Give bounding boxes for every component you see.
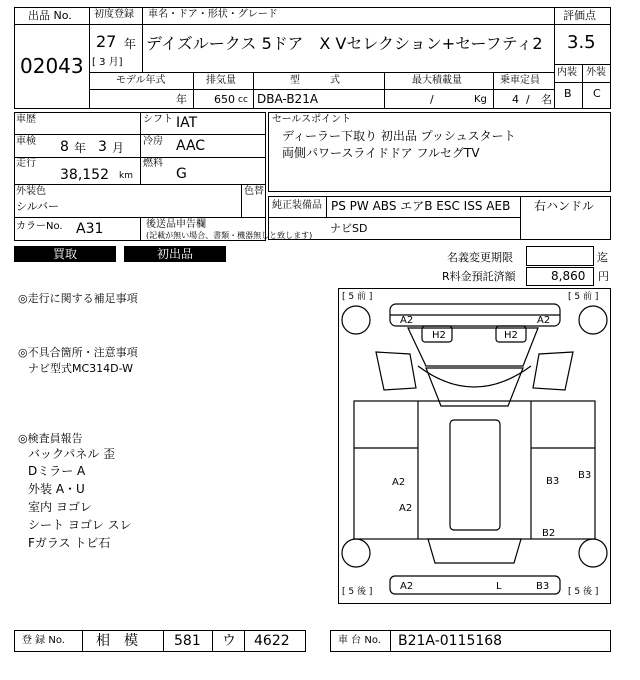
capacity: 4 [512, 93, 519, 106]
damage-h2-left: H2 [432, 330, 446, 341]
front-right-bracket: [ 5 前 ] [568, 292, 599, 302]
damage-a2-left-side: A2 [392, 477, 406, 488]
inspector-line-2: Dミラー A [28, 464, 86, 478]
inspector-line-6: Fガラス トビ石 [28, 536, 111, 550]
model-type-label: 型 式 [290, 75, 340, 86]
color: シルバー [16, 200, 59, 213]
fuel: G [176, 166, 187, 182]
damage-a2-front-left: A2 [400, 315, 414, 326]
chassis-label: 車 台 No. [338, 635, 381, 646]
mileage-label: 走行 [16, 158, 36, 169]
model-year-unit: 年 [176, 93, 187, 106]
fuel-label: 燃料 [143, 158, 163, 169]
equipment-extra: ナビSD [330, 222, 368, 235]
first-listing-badge: 初出品 [124, 246, 226, 262]
rear-left-bracket: [ 5 後 ] [342, 587, 373, 597]
inspector-line-5: シート ヨゴレ スレ [28, 518, 132, 532]
registration-number: 4622 [254, 633, 290, 649]
shaken-label: 車検 [16, 136, 36, 147]
inspector-line-4: 室内 ヨゴレ [28, 500, 92, 514]
car-name-label: 車名・ドア・形状・グレード [148, 9, 278, 20]
sales-point-line-1: ディーラー下取り 初出品 プッシュスタート [282, 129, 516, 143]
damage-b2-right: B2 [542, 528, 556, 539]
capacity-unit: 名 [541, 93, 552, 106]
displacement: 650 [214, 93, 235, 106]
model-type: DBA-B21A [257, 92, 319, 106]
buy-badge: 買取 [14, 246, 116, 262]
docs-note: (記載が無い場合、書類・機器無しと致します) [146, 231, 313, 240]
recolor-label: 色替 [244, 186, 264, 197]
max-load-label: 最大積載量 [412, 75, 462, 86]
name-change-box [526, 246, 594, 266]
registration-kana: ウ [222, 633, 236, 649]
interior-grade: B [564, 87, 572, 100]
interior-grade-label: 内装 [557, 67, 577, 78]
color-no: A31 [76, 221, 104, 237]
recycle-fee-label: R料金預託済額 [442, 270, 516, 283]
damage-b3-right-edge: B3 [578, 470, 592, 481]
first-registration-year-unit: 年 [124, 37, 137, 51]
exterior-grade: C [593, 87, 601, 100]
inspector-line-1: バックパネル 歪 [28, 447, 116, 461]
first-registration-year: 27 [96, 32, 117, 51]
shaken-month-unit: 月 [112, 141, 125, 155]
score-label: 評価点 [563, 9, 596, 22]
registration-class: 581 [174, 633, 201, 649]
car-name: デイズルークス 5ドア X Vセレクション+セーフティ2 [146, 34, 543, 53]
recycle-fee-unit: 円 [598, 270, 609, 283]
inspector-report-title: ◎検査員報告 [18, 432, 83, 445]
damage-a2-front-right: A2 [537, 315, 551, 326]
damage-b3-rear: B3 [536, 581, 550, 592]
car-damage-diagram [338, 288, 611, 604]
registration-label: 登 録 No. [22, 635, 65, 646]
sales-point-line-2: 両側パワースライドドア フルセグTV [282, 146, 480, 160]
lot-number: 02043 [20, 54, 84, 78]
sales-points-title: セールスポイント [272, 114, 352, 125]
exterior-grade-label: 外装 [586, 67, 606, 78]
model-year-label: モデル年式 [116, 75, 166, 86]
steering-side: 右ハンドル [534, 199, 595, 213]
max-load: / [430, 93, 434, 106]
registration-region: 相 模 [96, 633, 138, 649]
name-change-unit: 迄 [597, 251, 608, 264]
first-registration-month: [ 3 月] [92, 57, 123, 68]
aircon: AAC [176, 138, 206, 154]
docs-title: 後送品申告欄 [146, 219, 206, 230]
history-label: 車歴 [16, 114, 36, 125]
damage-h2-right: H2 [504, 330, 518, 341]
shaken-year: 8 [60, 139, 69, 155]
damage-l-rear: L [496, 581, 502, 592]
aircon-label: 冷房 [143, 136, 163, 147]
color-label: 外装色 [16, 186, 46, 197]
mileage-unit: km [119, 171, 133, 181]
color-no-label: カラーNo. [16, 221, 63, 232]
shift-label: シフト [143, 114, 173, 125]
capacity-separator: / [526, 93, 530, 106]
defect-note-1: ナビ型式MC314D-W [28, 362, 134, 375]
damage-a2-left-lower: A2 [399, 503, 413, 514]
max-load-unit: Kg [474, 94, 487, 105]
rear-right-bracket: [ 5 後 ] [568, 587, 599, 597]
chassis-number: B21A-0115168 [398, 633, 503, 649]
lot-number-label: 出品 No. [28, 9, 72, 22]
displacement-label: 排気量 [206, 75, 236, 86]
defect-notes-title: ◎不具合箇所・注意事項 [18, 346, 138, 359]
inspector-line-3: 外装 A・U [28, 482, 85, 496]
shift: IAT [176, 115, 198, 131]
displacement-unit: cc [238, 95, 248, 105]
front-left-bracket: [ 5 前 ] [342, 292, 373, 302]
equipment-label: 純正装備品 [272, 200, 322, 211]
equipment-items: PS PW ABS エアB ESC ISS AEB [331, 199, 511, 213]
shaken-year-unit: 年 [74, 141, 87, 155]
damage-a2-rear: A2 [400, 581, 414, 592]
driving-notes-title: ◎走行に関する補足事項 [18, 292, 138, 305]
first-registration-label: 初度登録 [94, 9, 134, 20]
mileage: 38,152 [60, 167, 109, 183]
damage-b3-right-side: B3 [546, 476, 560, 487]
recycle-fee-amount: 8,860 [551, 269, 586, 283]
name-change-label: 名義変更期限 [447, 251, 513, 264]
score-value: 3.5 [567, 32, 596, 53]
shaken-month: 3 [98, 139, 107, 155]
capacity-label: 乗車定員 [500, 75, 540, 86]
